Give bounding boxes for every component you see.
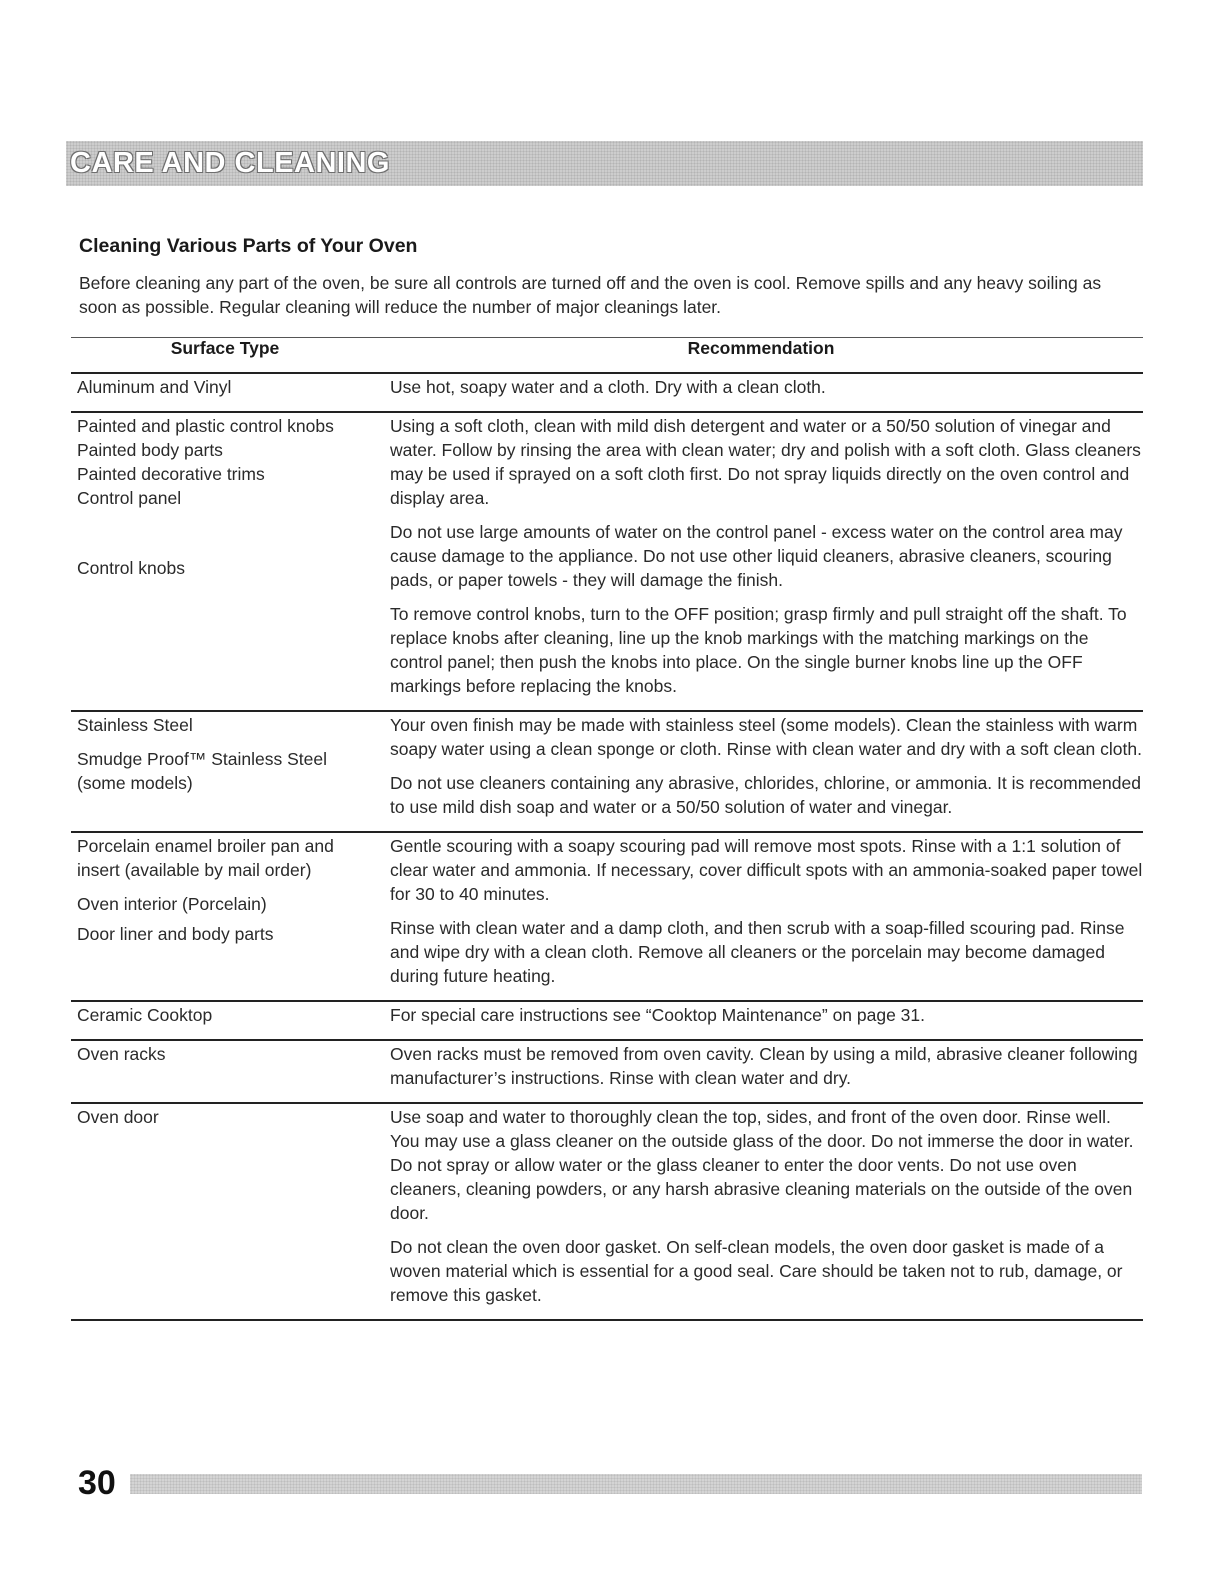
column-header-recommendation: Recommendation — [687, 338, 835, 358]
recommendation-cell — [379, 414, 1143, 698]
surface-type-text: Oven door — [77, 1107, 159, 1127]
table-row — [71, 710, 1143, 831]
page-number: 30 — [78, 1464, 116, 1502]
surface-type-cell — [71, 414, 379, 698]
banner-title: CARE AND CLEANING — [70, 147, 390, 179]
recommendation-cell — [379, 1105, 1143, 1307]
recommendation-cell — [379, 375, 1143, 399]
recommendation-cell — [379, 1042, 1143, 1090]
table-row — [71, 1000, 1143, 1039]
surface-type-cell — [71, 713, 379, 819]
cleaning-table — [71, 372, 1143, 1321]
surface-type-cell — [71, 1003, 379, 1027]
recommendation-text: Use hot, soapy water and a cloth. Dry with a clean cloth. — [390, 377, 826, 397]
surface-type-cell — [71, 1105, 379, 1307]
recommendation-text: Do not use large amounts of water on the control panel - excess water on the control area may cause damage to the appliance. Do not use other liquid cleaners, abrasive cleaners, scouring pads, or paper towels - they will damage the finish. — [390, 522, 1123, 590]
recommendation-text: To remove control knobs, turn to the OFF position; grasp firmly and pull straight off the shaft. To replace knobs after cleaning, line up the knob markings with the matching markings on the control panel; then push the knobs into place. On the single burner knobs line up the OFF markings before replacing the knobs. — [390, 604, 1127, 696]
surface-type-text: Stainless Steel — [77, 715, 193, 735]
recommendation-text: Do not use cleaners containing any abrasive, chlorides, chlorine, or ammonia. It is recommended to use mild dish soap and water or a 50/50 solution of water and vinegar. — [390, 773, 1141, 817]
recommendation-text: Your oven finish may be made with stainless steel (some models). Clean the stainless with warm soapy water using a clean sponge or cloth. Rinse with clean water and dry with a soft clean cloth. — [390, 715, 1142, 759]
recommendation-text: Oven racks must be removed from oven cavity. Clean by using a mild, abrasive cleaner following manufacturer’s instructions. Rinse with clean water and dry. — [390, 1044, 1138, 1088]
section-title: Cleaning Various Parts of Your Oven — [79, 235, 418, 257]
surface-type-text: Oven interior (Porcelain) — [77, 894, 267, 914]
recommendation-text: Rinse with clean water and a damp cloth, and then scrub with a soap-filled scouring pad. Rinse and wipe dry with a clean cloth. Remove all cleaners or the porcelain may become damaged during future heating. — [390, 918, 1125, 986]
table-row — [71, 411, 1143, 710]
recommendation-cell — [379, 834, 1143, 988]
column-header-surface-type: Surface Type — [170, 338, 280, 358]
section-banner — [66, 141, 1143, 186]
intro-paragraph: Before cleaning any part of the oven, be sure all controls are turned off and the oven is cool. Remove spills and any heavy soiling as soon as possible. Regular cleaning will reduce the number of major cleanings later. — [79, 273, 1102, 317]
surface-type-text: Smudge Proof™ Stainless Steel (some models) — [77, 749, 327, 793]
surface-type-cell — [71, 1042, 379, 1090]
surface-type-cell — [71, 834, 379, 988]
surface-type-text: Control panel — [77, 488, 182, 508]
table-row — [71, 1102, 1143, 1321]
footer-bar — [130, 1474, 1142, 1494]
surface-type-text: Aluminum and Vinyl — [77, 377, 232, 397]
recommendation-cell — [379, 1003, 1143, 1027]
recommendation-text: Using a soft cloth, clean with mild dish detergent and water or a 50/50 solution of vinegar and water. Follow by rinsing the area with clean water; dry and polish with a soft cloth. Glass cleaners may be used if sprayed on a soft cloth first. Do not spray liquids directly on the oven control and display area. — [390, 416, 1141, 508]
recommendation-text: Do not clean the oven door gasket. On self-clean models, the oven door gasket is made of a woven material which is essential for a good seal. Care should be taken not to rub, damage, or remove this gasket. — [390, 1237, 1123, 1305]
surface-type-text: Painted and plastic control knobs Painted body parts Painted decorative trims — [77, 416, 334, 484]
surface-type-text: Door liner and body parts — [77, 924, 274, 944]
surface-type-text: Control knobs — [77, 558, 185, 578]
table-row — [71, 831, 1143, 1000]
recommendation-text: Gentle scouring with a soapy scouring pad will remove most spots. Rinse with a 1:1 solution of clear water and ammonia. If necessary, cover difficult spots with an ammonia-soaked paper towel for 30 to 40 minutes. — [390, 836, 1143, 904]
surface-type-text: Oven racks — [77, 1044, 166, 1064]
table-row — [71, 372, 1143, 411]
recommendation-text: For special care instructions see “Cooktop Maintenance” on page 31. — [390, 1005, 926, 1025]
recommendation-text: Use soap and water to thoroughly clean the top, sides, and front of the oven door. Rinse well. You may use a glass cleaner on the outside glass of the door. Do not immerse the door in water. Do not spray or allow water or the glass cleaner to enter the door vents. Do not use oven cleaners, cleaning powders, or any harsh abrasive cleaning materials on the outside of the oven door. — [390, 1107, 1134, 1223]
surface-type-text: Ceramic Cooktop — [77, 1005, 213, 1025]
recommendation-cell — [379, 713, 1143, 819]
surface-type-text: Porcelain enamel broiler pan and insert (available by mail order) — [77, 836, 334, 880]
table-row — [71, 1039, 1143, 1102]
surface-type-cell — [71, 375, 379, 399]
